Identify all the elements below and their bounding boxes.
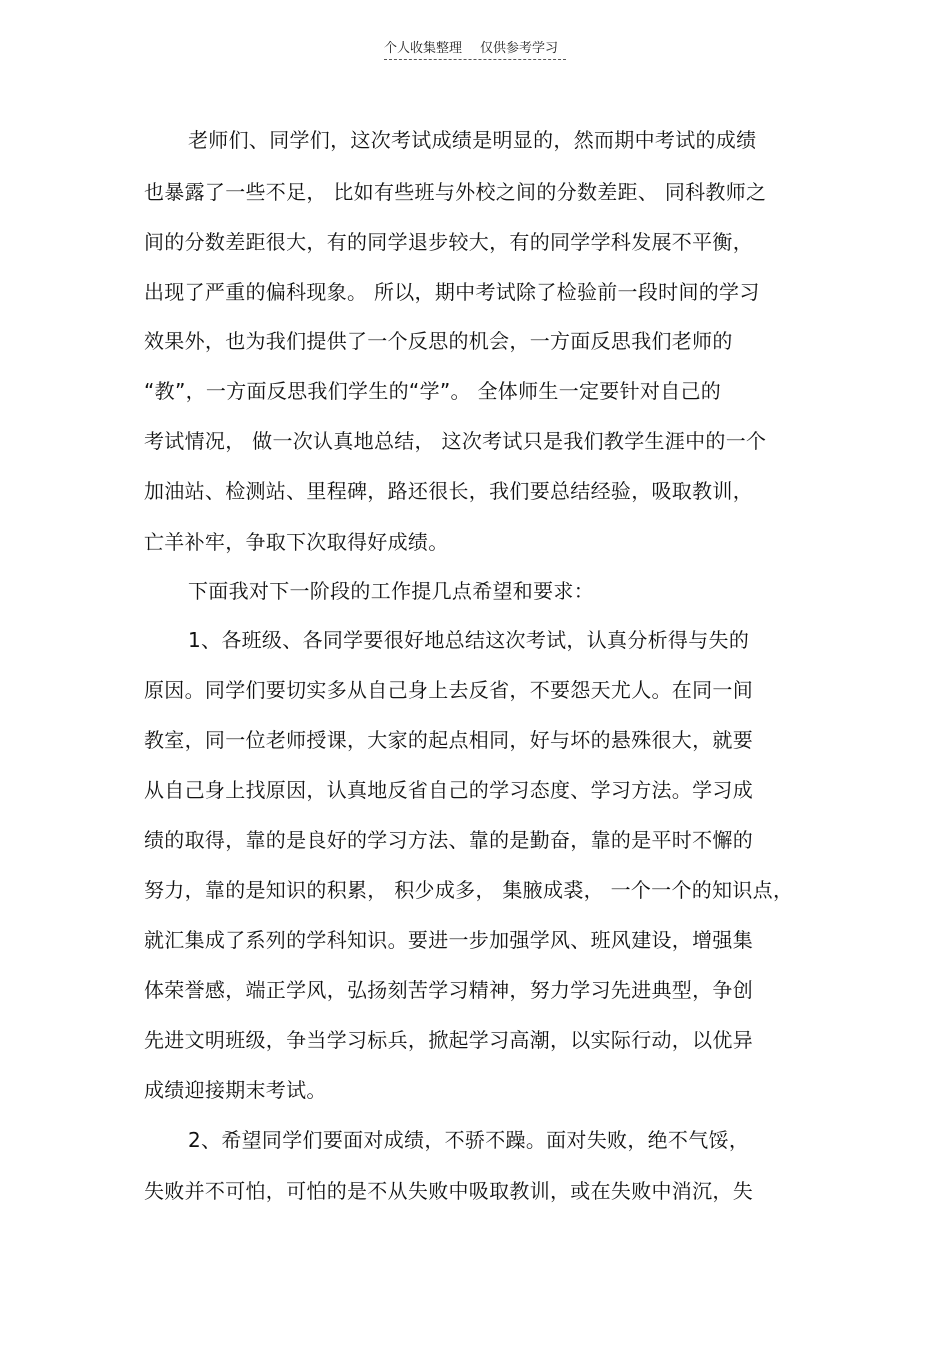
- text-line-5: 效果外，也为我们提供了一个反思的机会，一方面反思我们老师的: [144, 329, 733, 353]
- header-right-text: 仅供参考学习: [480, 41, 559, 56]
- text-line-1: 老师们、同学们，这次考试成绩是明显的，然而期中考试的成绩: [188, 128, 757, 152]
- text-line-8: 加油站、检测站、里程碑，路还很长，我们要总结经验，吸取教训，: [144, 479, 753, 503]
- text-line-19: 先进文明班级，争当学习标兵，掀起学习高潮，以实际行动，以优异: [144, 1028, 753, 1052]
- text-line-3: 间的分数差距很大，有的同学退步较大，有的同学学科发展不平衡，: [144, 230, 753, 254]
- text-line-22: 失败并不可怕，可怕的是不从失败中吸取教训，或在失败中消沉，失: [144, 1179, 753, 1203]
- text-line-7: 考试情况， 做一次认真地总结， 这次考试只是我们教学生涯中的一个: [144, 429, 767, 453]
- text-line-21: 2、希望同学们要面对成绩，不骄不躁。面对失败，绝不气馁，: [188, 1128, 750, 1152]
- text-line-16: 努力，靠的是知识的积累， 积少成多， 集腋成裘， 一个一个的知识点，: [144, 878, 794, 902]
- text-line-14: 从自己身上找原因，认真地反省自己的学习态度、学习方法。学习成: [144, 778, 753, 802]
- text-line-12: 原因。同学们要切实多从自己身上去反省，不要怨天尤人。在同一间: [144, 678, 753, 702]
- text-line-2: 也暴露了一些不足， 比如有些班与外校之间的分数差距、 同科教师之: [144, 180, 767, 204]
- header-left-text: 个人收集整理: [384, 41, 463, 56]
- text-line-9: 亡羊补牢，争取下次取得好成绩。: [144, 530, 449, 554]
- text-line-20: 成绩迎接期末考试。: [144, 1078, 327, 1102]
- page-header: [384, 40, 566, 60]
- text-line-6: “教”，一方面反思我们学生的“学”。 全体师生一定要针对自己的: [144, 379, 722, 403]
- text-line-10: 下面我对下一阶段的工作提几点希望和要求：: [188, 579, 594, 603]
- text-line-11: 1、各班级、各同学要很好地总结这次考试，认真分析得与失的: [188, 628, 750, 652]
- text-line-4: 出现了严重的偏科现象。 所以，期中考试除了检验前一段时间的学习: [144, 280, 760, 304]
- text-line-13: 教室，同一位老师授课，大家的起点相同，好与坏的悬殊很大，就要: [144, 728, 753, 752]
- text-line-18: 体荣誉感，端正学风，弘扬刻苦学习精神，努力学习先进典型，争创: [144, 978, 753, 1002]
- text-line-15: 绩的取得，靠的是良好的学习方法、靠的是勤奋，靠的是平时不懈的: [144, 828, 753, 852]
- text-line-17: 就汇集成了系列的学科知识。要进一步加强学风、班风建设，增强集: [144, 928, 753, 952]
